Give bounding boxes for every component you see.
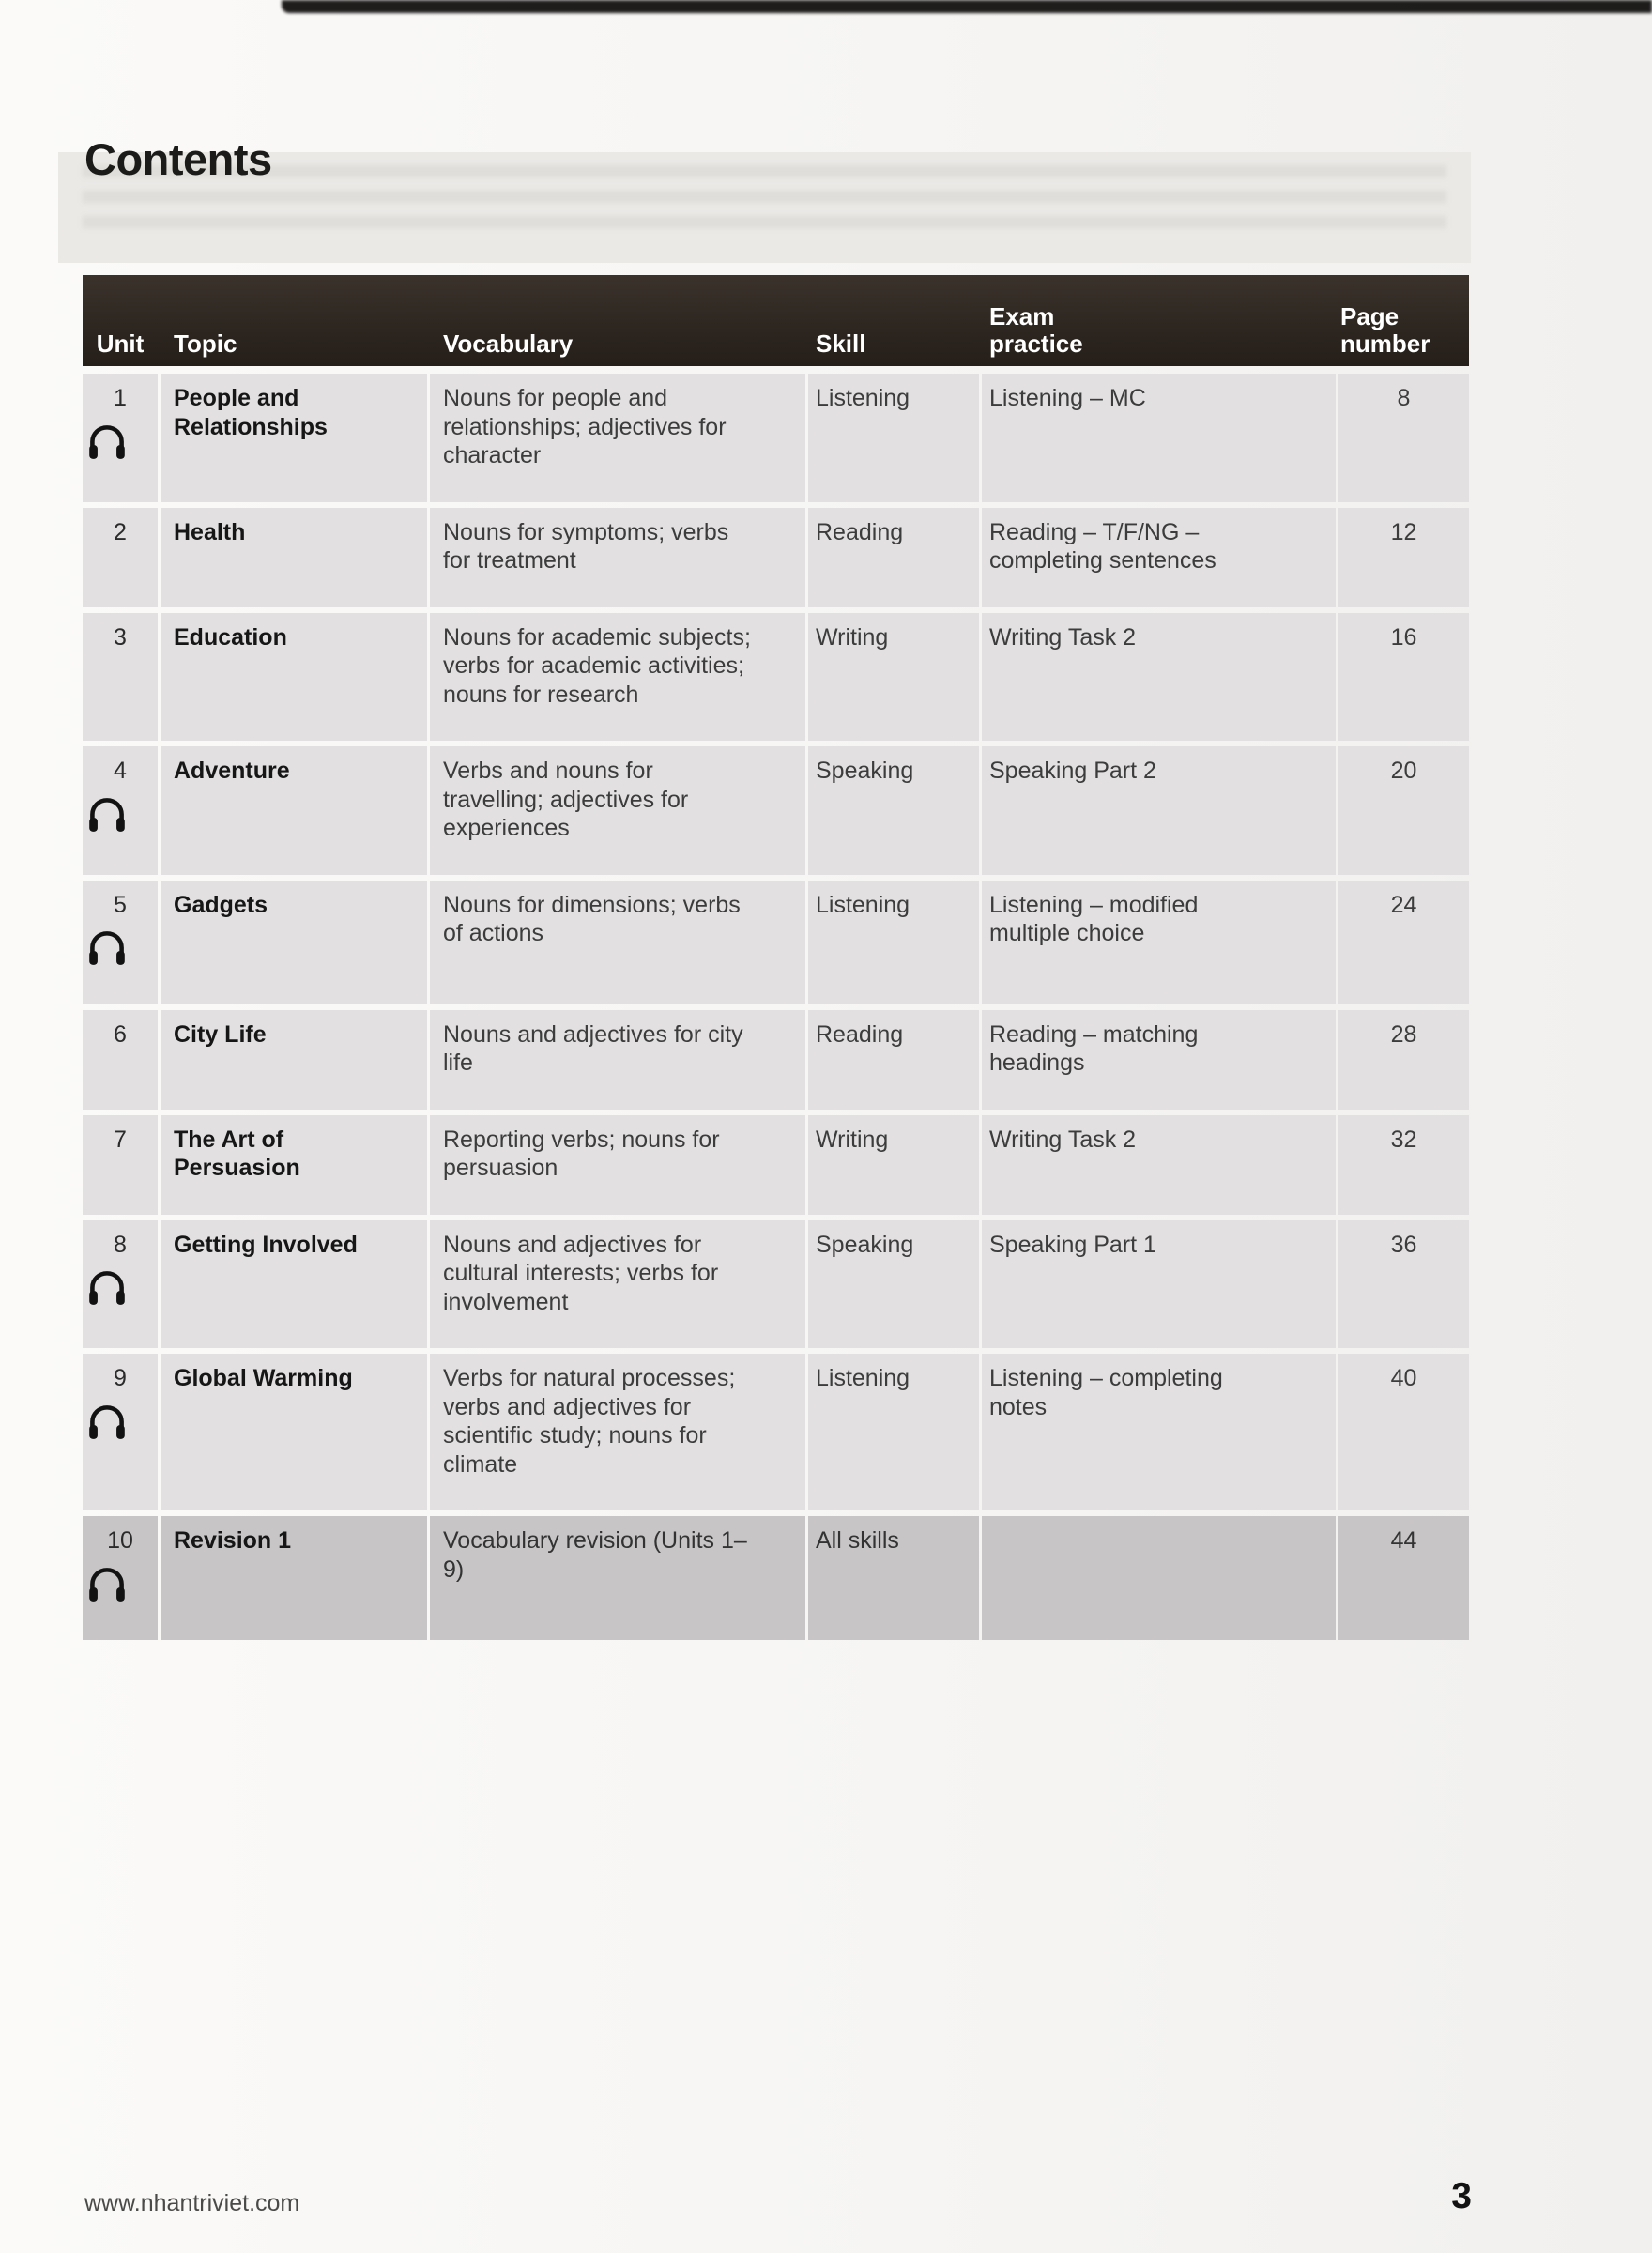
unit-page-number: 24: [1338, 881, 1469, 1004]
topic-label: Gadgets: [174, 891, 268, 918]
exam-practice-text: Writing Task 2: [982, 1115, 1336, 1215]
exam-practice-text: Reading – matching headings: [982, 1010, 1336, 1110]
header-topic: Topic: [174, 329, 237, 358]
unit-page-number: 12: [1338, 508, 1469, 607]
unit-cell: [83, 881, 158, 1004]
unit-cell: [83, 508, 158, 607]
unit-page-number: 40: [1338, 1354, 1469, 1510]
table-row: [83, 1354, 1469, 1510]
topic-cell: [161, 1115, 427, 1215]
header-vocabulary: Vocabulary: [443, 329, 574, 358]
skill-label: Speaking: [808, 1220, 979, 1349]
ghost-text-line: [83, 216, 1446, 228]
unit-page-number: 32: [1338, 1115, 1469, 1215]
headphones-icon: [86, 422, 128, 461]
unit-page-number: 28: [1338, 1010, 1469, 1110]
skill-label: Reading: [808, 508, 979, 607]
vocabulary-text: Nouns for people and relationships; adjectives for character: [430, 374, 805, 502]
unit-number: 4: [114, 758, 127, 784]
unit-cell: [83, 1516, 158, 1640]
headphones-icon: [86, 1402, 128, 1441]
exam-practice-text: [982, 1516, 1336, 1640]
topic-label: Revision 1: [174, 1527, 292, 1554]
headphones-icon: [86, 1268, 128, 1307]
exam-practice-text: Listening – modified multiple choice: [982, 881, 1336, 1004]
headphones-icon: [86, 795, 128, 834]
topic-label: Health: [174, 518, 246, 545]
header-exam-practice: Exam practice: [989, 301, 1083, 358]
unit-number: 8: [114, 1231, 127, 1258]
table-row: [83, 1220, 1469, 1349]
vocabulary-text: Nouns for dimensions; verbs of actions: [430, 881, 805, 1004]
topic-label: Adventure: [174, 758, 290, 784]
unit-number: 5: [114, 891, 127, 918]
page-footer: [84, 2176, 1472, 2217]
exam-practice-text: Reading – T/F/NG – completing sentences: [982, 508, 1336, 607]
header-skill: Skill: [816, 329, 866, 358]
unit-number: 9: [114, 1365, 127, 1391]
topic-cell: [161, 746, 427, 875]
exam-practice-text: Listening – completing notes: [982, 1354, 1336, 1510]
unit-page-number: 16: [1338, 613, 1469, 742]
vocabulary-text: Vocabulary revision (Units 1–9): [430, 1516, 805, 1640]
footer-url: www.nhantriviet.com: [84, 2190, 300, 2216]
page-title: Contents: [84, 134, 272, 184]
unit-cell: [83, 1010, 158, 1110]
skill-label: Listening: [808, 1354, 979, 1510]
unit-number: 6: [114, 1020, 127, 1048]
table-header-row: [83, 275, 1469, 366]
unit-page-number: 20: [1338, 746, 1469, 875]
table-row: [83, 508, 1469, 607]
table-row: [83, 1115, 1469, 1215]
skill-label: Writing: [808, 613, 979, 742]
unit-number: 7: [114, 1126, 127, 1153]
skill-label: Speaking: [808, 746, 979, 875]
vocabulary-text: Nouns and adjectives for cultural interests; verbs for involvement: [430, 1220, 805, 1349]
unit-page-number: 36: [1338, 1220, 1469, 1349]
table-row: [83, 374, 1469, 502]
topic-cell: [161, 508, 427, 607]
topic-cell: [161, 613, 427, 742]
topic-cell: [161, 1516, 427, 1640]
unit-number: 2: [114, 518, 127, 545]
table-row: [83, 746, 1469, 875]
skill-label: Listening: [808, 881, 979, 1004]
table-row: [83, 613, 1469, 742]
contents-table: [83, 275, 1469, 1640]
skill-label: Reading: [808, 1010, 979, 1110]
topic-label: City Life: [174, 1020, 267, 1048]
table-row: [83, 1010, 1469, 1110]
vocabulary-text: Nouns for symptoms; verbs for treatment: [430, 508, 805, 607]
unit-cell: [83, 613, 158, 742]
unit-cell: [83, 1115, 158, 1215]
topic-label: Getting Involved: [174, 1231, 358, 1258]
topic-cell: [161, 881, 427, 1004]
unit-page-number: 44: [1338, 1516, 1469, 1640]
topic-label: The Art of Persuasion: [174, 1126, 300, 1181]
headphones-icon: [86, 928, 128, 967]
table-row: [83, 881, 1469, 1004]
table-body: [83, 374, 1469, 1640]
topic-cell: [161, 374, 427, 502]
header-unit: Unit: [96, 329, 145, 358]
exam-practice-text: Writing Task 2: [982, 613, 1336, 742]
table-row: [83, 1516, 1469, 1640]
vocabulary-text: Reporting verbs; nouns for persuasion: [430, 1115, 805, 1215]
vocabulary-text: Nouns and adjectives for city life: [430, 1010, 805, 1110]
unit-number: 10: [107, 1527, 133, 1554]
exam-practice-text: Speaking Part 1: [982, 1220, 1336, 1349]
folio-page-number: 3: [1451, 2176, 1472, 2216]
exam-practice-text: Listening – MC: [982, 374, 1336, 502]
topic-cell: [161, 1354, 427, 1510]
unit-cell: [83, 746, 158, 875]
skill-label: Writing: [808, 1115, 979, 1215]
topic-label: Global Warming: [174, 1365, 353, 1391]
ghost-text-line: [83, 191, 1446, 203]
unit-page-number: 8: [1338, 374, 1469, 502]
topic-label: People and Relationships: [174, 385, 328, 440]
exam-practice-text: Speaking Part 2: [982, 746, 1336, 875]
headphones-icon: [86, 1565, 128, 1603]
skill-label: All skills: [808, 1516, 979, 1640]
unit-number: 1: [114, 385, 127, 411]
vocabulary-text: Verbs for natural processes; verbs and adjectives for scientific study; nouns for climate: [430, 1354, 805, 1510]
vocabulary-text: Nouns for academic subjects; verbs for academic activities; nouns for research: [430, 613, 805, 742]
topic-cell: [161, 1010, 427, 1110]
unit-cell: [83, 374, 158, 502]
header-page-number: Page number: [1340, 301, 1430, 358]
skill-label: Listening: [808, 374, 979, 502]
unit-cell: [83, 1220, 158, 1349]
unit-cell: [83, 1354, 158, 1510]
vocabulary-text: Verbs and nouns for travelling; adjectives for experiences: [430, 746, 805, 875]
unit-number: 3: [114, 623, 127, 651]
topic-cell: [161, 1220, 427, 1349]
topic-label: Education: [174, 623, 287, 651]
